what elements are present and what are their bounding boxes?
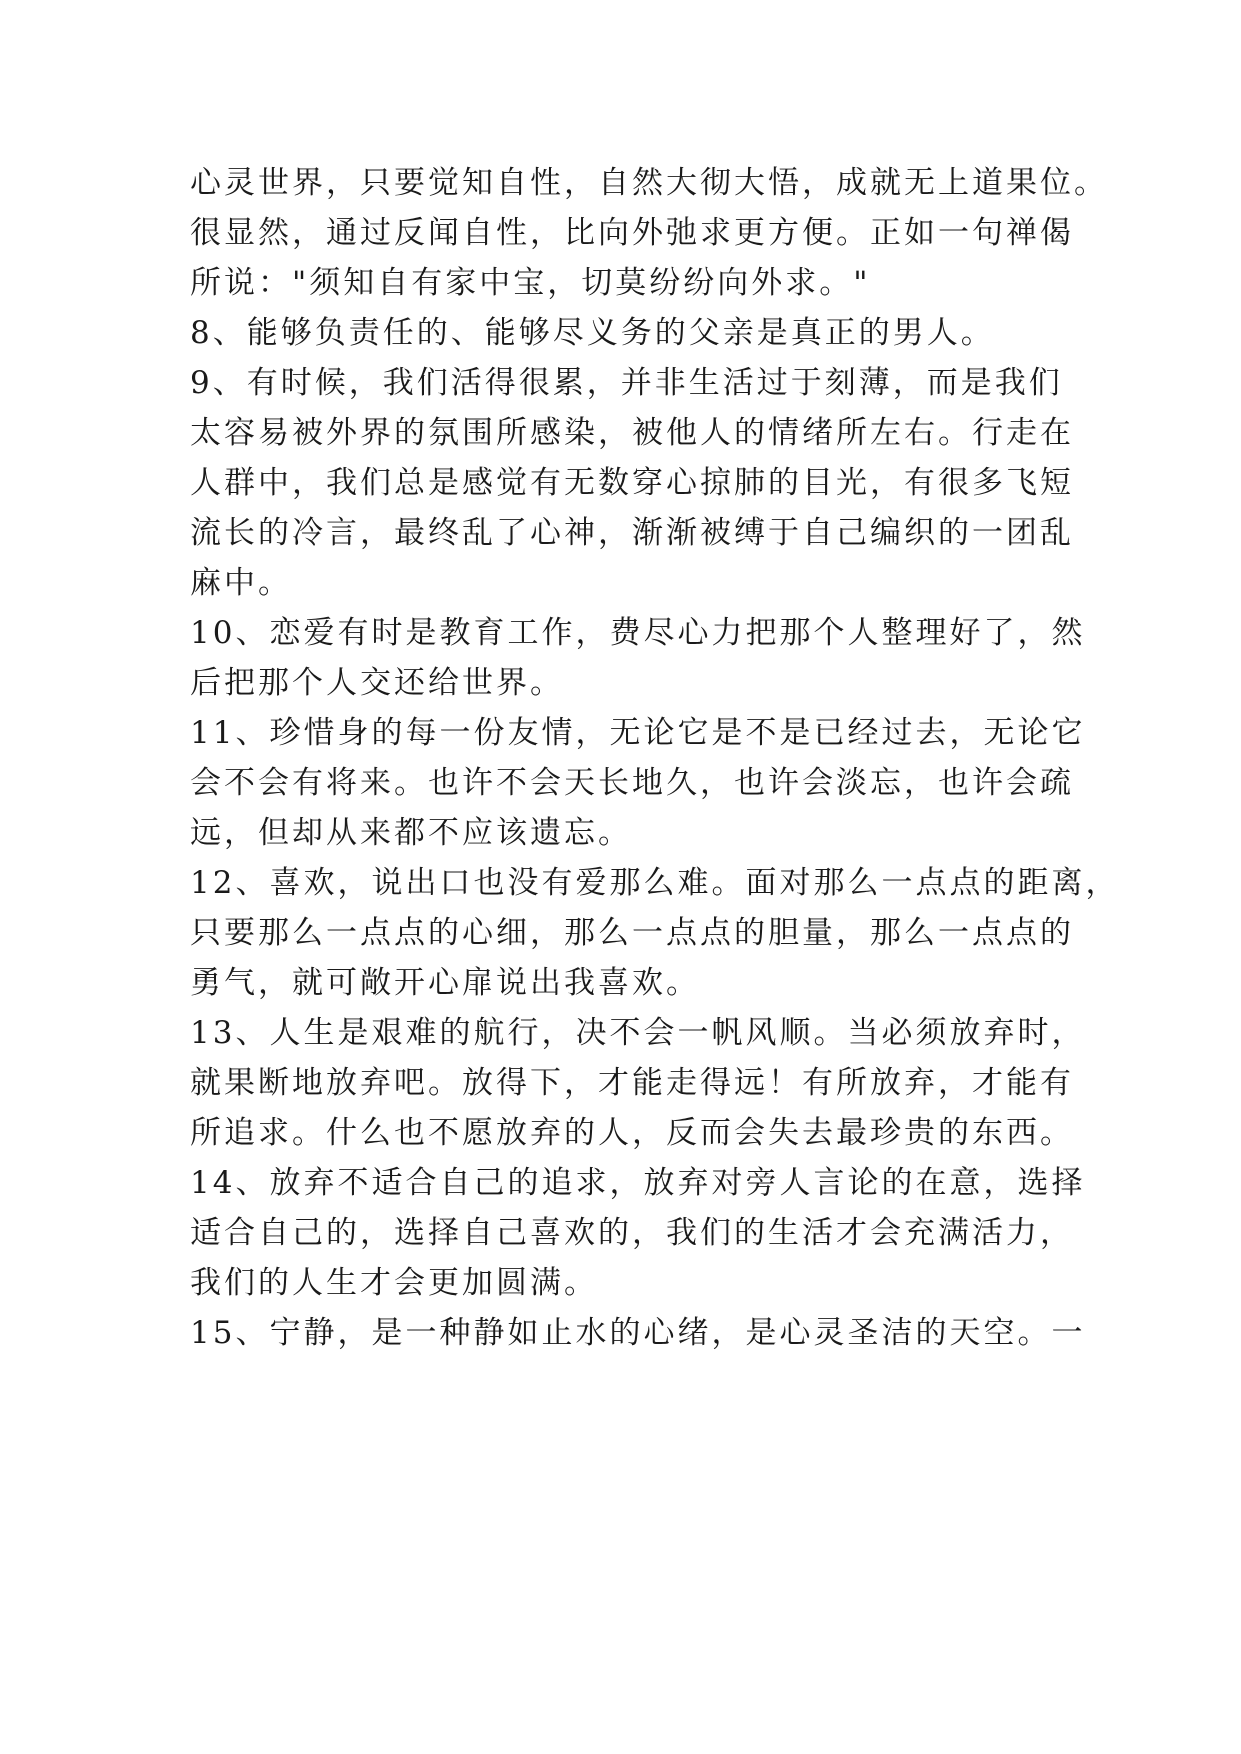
text-line: 会不会有将来。也许不会天长地久，也许会淡忘，也许会疏 — [190, 765, 1074, 801]
text-line: 适合自己的，选择自己喜欢的，我们的生活才会充满活力， — [190, 1215, 1074, 1251]
text-line: 15、宁静，是一种静如止水的心绪，是心灵圣洁的天空。一 — [190, 1315, 1086, 1351]
text-line: 麻中。 — [190, 565, 292, 601]
text-line: 流长的冷言，最终乱了心神，渐渐被缚于自己编织的一团乱 — [190, 515, 1074, 551]
text-line: 8、能够负责任的、能够尽义务的父亲是真正的男人。 — [190, 315, 995, 351]
body-text — [190, 158, 1120, 1358]
text-line: 9、有时候，我们活得很累，并非生活过于刻薄，而是我们 — [190, 365, 1063, 401]
text-line: 13、人生是艰难的航行，决不会一帆风顺。当必须放弃时， — [190, 1015, 1086, 1051]
text-line: 就果断地放弃吧。放得下，才能走得远！有所放弃，才能有 — [190, 1065, 1074, 1101]
text-line: 11、珍惜身的每一份友情，无论它是不是已经过去，无论它 — [190, 715, 1086, 751]
text-line: 我们的人生才会更加圆满。 — [190, 1265, 598, 1301]
text-line: 只要那么一点点的心细，那么一点点的胆量，那么一点点的 — [190, 915, 1074, 951]
text-line: 14、放弃不适合自己的追求，放弃对旁人言论的在意，选择 — [190, 1165, 1086, 1201]
text-line: 人群中，我们总是感觉有无数穿心掠肺的目光，有很多飞短 — [190, 465, 1074, 501]
text-line: 12、喜欢，说出口也没有爱那么难。面对那么一点点的距离， — [190, 865, 1120, 901]
text-line: 10、恋爱有时是教育工作，费尽心力把那个人整理好了，然 — [190, 615, 1086, 651]
text-line: 勇气，就可敞开心扉说出我喜欢。 — [190, 965, 700, 1001]
text-line: 所说："须知自有家中宝，切莫纷纷向外求。" — [190, 265, 871, 301]
text-line: 太容易被外界的氛围所感染，被他人的情绪所左右。行走在 — [190, 415, 1074, 451]
text-line: 所追求。什么也不愿放弃的人，反而会失去最珍贵的东西。 — [190, 1115, 1074, 1151]
text-line: 远，但却从来都不应该遗忘。 — [190, 815, 632, 851]
text-line: 很显然，通过反闻自性，比向外弛求更方便。正如一句禅偈 — [190, 215, 1074, 251]
text-line: 后把那个人交还给世界。 — [190, 665, 564, 701]
text-line: 心灵世界，只要觉知自性，自然大彻大悟，成就无上道果位。 — [190, 165, 1108, 201]
